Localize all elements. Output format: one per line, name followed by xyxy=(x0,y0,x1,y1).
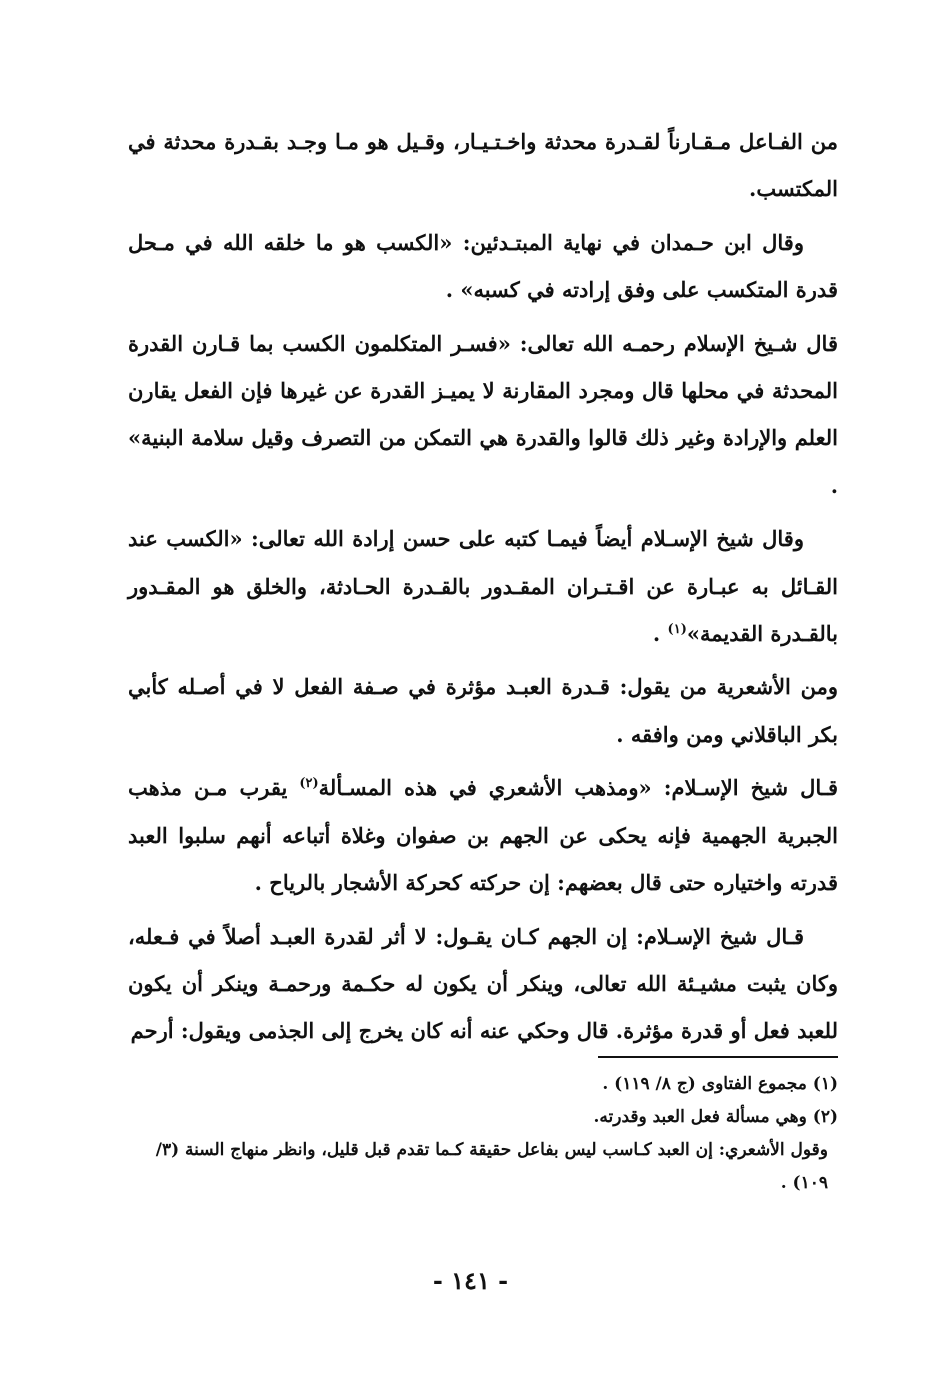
paragraph-6-text: قـال شيخ الإسـلام: «ومذهب الأشعري في هذه المسـألة xyxy=(318,775,838,801)
footnote-2-continuation: وقول الأشعري: إن العبد كـاسب ليس بفاعل حقيقة كـما تقدم قبل قليل، وانظر منهاج السنة (٣/ ١٠٩) . xyxy=(155,1140,828,1193)
footnote-ref-2: (٢) xyxy=(299,776,319,792)
paragraph-2: وقال ابن حـمدان في نهاية المبتـدئين: «الكسب هو ما خلقه الله في مـحل قدرة المتكسب على وفق إرادته في كسبه» . xyxy=(128,229,838,303)
paragraph-5: ومن الأشعرية من يقول: قـدرة العبـد مؤثرة في صـفة الفعل لا في أصـله كأبي بكر الباقلاني ومن وافقه . xyxy=(128,674,839,747)
footnote-ref-1: (١) xyxy=(667,622,687,638)
main-text xyxy=(128,118,838,1061)
footnote-1: (١) مجموع الفتاوى (ج ٨/ ١١٩) . xyxy=(602,1074,838,1094)
page-number: - ١٤١ - xyxy=(432,1266,509,1295)
paragraph-1: من الفـاعل مـقـارناً لقـدرة محدثة واخـتـيـار، وقـيل هو مـا وجـد بقـدرة محدثة في المكتسب. xyxy=(128,129,838,202)
paragraph-4-tail: . xyxy=(652,621,668,647)
paragraph-4-text: وقال شيخ الإسـلام أيضاً فيمـا كتبه على حسن إرادة الله تعالى: «الكسب عند القـائل به عبـارة عن اقـتـران المقـدور بالقـدرة الحـادثة، والخلق هو المقـدور بالقـدرة القديمة» xyxy=(128,526,838,647)
paragraph-4 xyxy=(128,515,838,657)
footnote-separator xyxy=(598,1056,838,1058)
paragraph-6 xyxy=(128,764,838,906)
footnote-2: (٢) وهي مسألة فعل العبد وقدرته. xyxy=(593,1107,838,1127)
footnotes xyxy=(128,1068,838,1200)
paragraph-6-tail: يقرب مـن مذهب الجبرية الجهمية فإنه يحكى عن الجهم بن صفوان وغلاة أتباعه أنهم سلبوا العبد قدرته واختياره حتى قال بعضهم: إن حركته كحركة الأشجار بالرياح . xyxy=(128,775,838,896)
paragraph-3: قال شـيخ الإسلام رحمـه الله تعالى: «فسـر المتكلمون الكسب بما قـارن القدرة المحدثة في محلها قال ومجرد المقارنة لا يميـز القدرة عن غيرها فإن الفعل يقارن العلم والإرادة وغير ذلك قالوا والقدرة هي التمكن من التصرف وقيل سلامة البنية» . xyxy=(128,330,838,498)
paragraph-7: قـال شيخ الإسـلام: إن الجهم كـان يقـول: لا أثر لقدرة العبـد أصلاً في فـعله، وكان يثبت مشيـئة الله تعالى، وينكر أن يكون له حكـمة ورحمـة وينكر أن يكون للعبد فعل أو قدرة مؤثرة. قال وحكي عنه أنه كان يخرج إلى الجذمى ويقول: أرحم xyxy=(128,923,838,1044)
